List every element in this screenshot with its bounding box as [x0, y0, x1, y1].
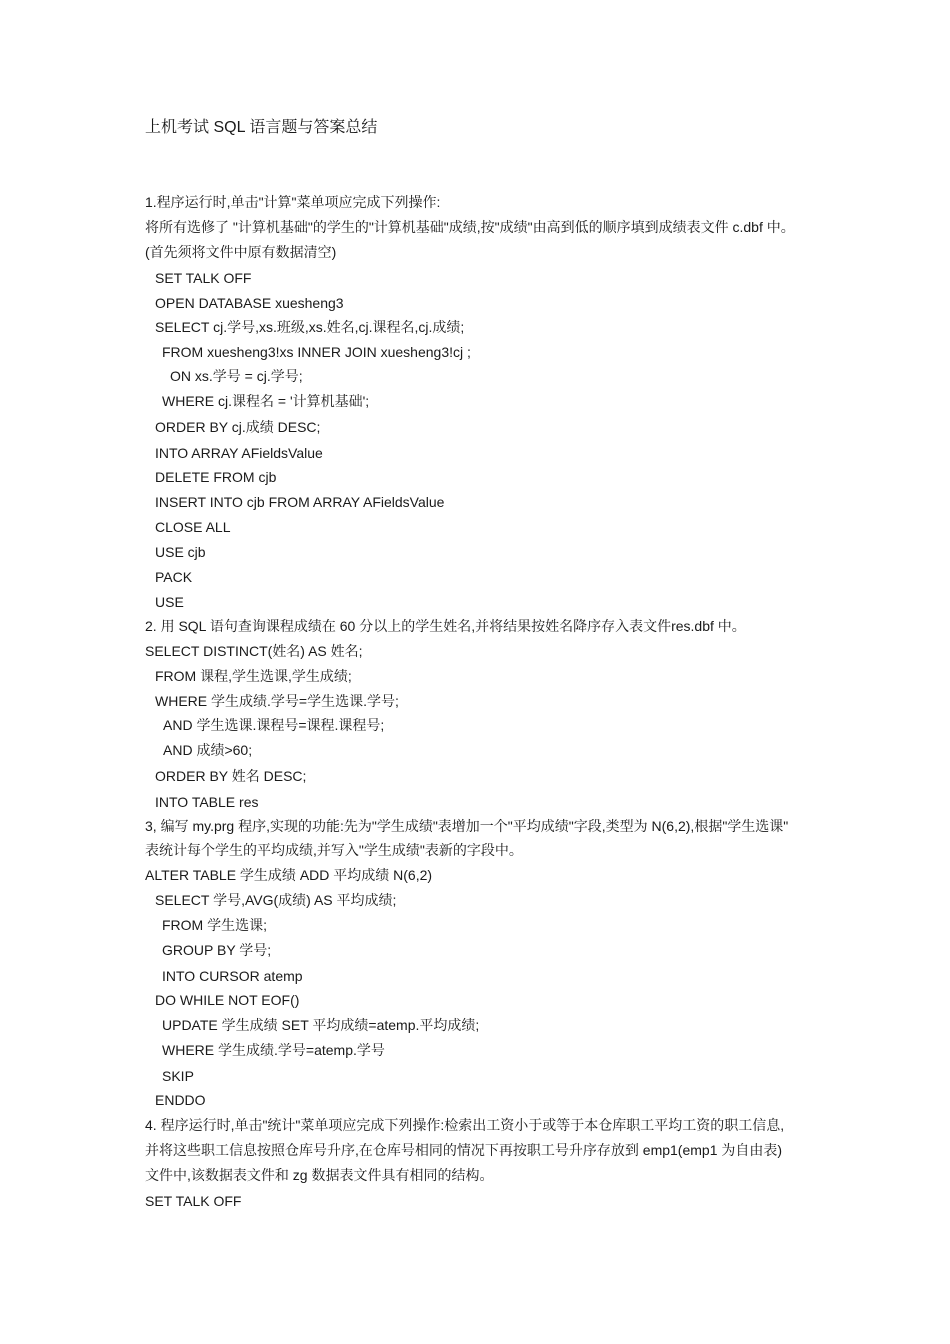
code-line: GROUP BY 学号; [162, 942, 272, 958]
code-line: INTO TABLE res [155, 794, 259, 810]
code-line: UPDATE 学生成绩 SET 平均成绩=atemp.平均成绩; [162, 1017, 480, 1033]
code-line: AND 成绩>60; [163, 742, 253, 758]
code-line: ALTER TABLE 学生成绩 ADD 平均成绩 N(6,2) [145, 867, 433, 883]
code-line: ORDER BY 姓名 DESC; [155, 768, 307, 784]
code-line: SET TALK OFF [145, 1193, 242, 1209]
code-line: PACK [155, 569, 193, 585]
text-line: 4. 程序运行时,单击"统计"菜单项应完成下列操作:检索出工资小于或等于本仓库职工平均工资的职工信息, [145, 1117, 785, 1133]
code-line: ORDER BY cj.成绩 DESC; [155, 419, 321, 435]
code-line: OPEN DATABASE xuesheng3 [155, 295, 344, 311]
code-line: USE cjb [155, 544, 206, 560]
code-line: USE [155, 594, 184, 610]
code-line: INSERT INTO cjb FROM ARRAY AFieldsValue [155, 494, 445, 510]
code-line: FROM xuesheng3!xs INNER JOIN xuesheng3!cj ; [162, 344, 471, 360]
code-line: SELECT cj.学号,xs.班级,xs.姓名,cj.课程名,cj.成绩; [155, 319, 465, 335]
code-line: SELECT 学号,AVG(成绩) AS 平均成绩; [155, 892, 397, 908]
text-line: 1.程序运行时,单击"计算"菜单项应完成下列操作: [145, 194, 441, 210]
code-line: WHERE 学生成绩.学号=atemp.学号 [162, 1042, 385, 1058]
code-line: INTO CURSOR atemp [162, 968, 303, 984]
text-line: 2. 用 SQL 语句查询课程成绩在 60 分以上的学生姓名,并将结果按姓名降序存入表文件res.dbf 中。 [145, 618, 746, 634]
code-line: WHERE 学生成绩.学号=学生选课.学号; [155, 693, 399, 709]
code-line: DELETE FROM cjb [155, 469, 277, 485]
code-line: ON xs.学号 = cj.学号; [170, 368, 303, 384]
code-line: SKIP [162, 1068, 194, 1084]
text-line: (首先须将文件中原有数据清空) [145, 244, 337, 260]
code-line: AND 学生选课.课程号=课程.课程号; [163, 717, 385, 733]
code-line: SELECT DISTINCT(姓名) AS 姓名; [145, 643, 363, 659]
text-line: 3, 编写 my.prg 程序,实现的功能:先为"学生成绩"表增加一个"平均成绩"字段,类型为 N(6,2),根据"学生选课" [145, 818, 789, 834]
text-line: 文件中,该数据表文件和 zg 数据表文件具有相同的结构。 [145, 1167, 494, 1183]
text-line: 并将这些职工信息按照仓库号升序,在仓库号相同的情况下再按职工号升序存放到 emp1(emp1 为自由表) [145, 1142, 783, 1158]
code-line: CLOSE ALL [155, 519, 231, 535]
code-line: ENDDO [155, 1092, 206, 1108]
code-line: FROM 学生选课; [162, 917, 267, 933]
code-line: WHERE cj.课程名 = '计算机基础'; [162, 393, 370, 409]
code-line: INTO ARRAY AFieldsValue [155, 445, 323, 461]
text-line: 将所有选修了 "计算机基础"的学生的"计算机基础"成绩,按"成绩"由高到低的顺序填到成绩表文件 c.dbf 中。 [145, 219, 795, 235]
code-line: DO WHILE NOT EOF() [155, 992, 300, 1008]
text-line: 表统计每个学生的平均成绩,并写入"学生成绩"表新的字段中。 [145, 842, 523, 858]
document-title: 上机考试 SQL 语言题与答案总结 [145, 119, 378, 136]
code-line: FROM 课程,学生选课,学生成绩; [155, 668, 352, 684]
code-line: SET TALK OFF [155, 270, 252, 286]
